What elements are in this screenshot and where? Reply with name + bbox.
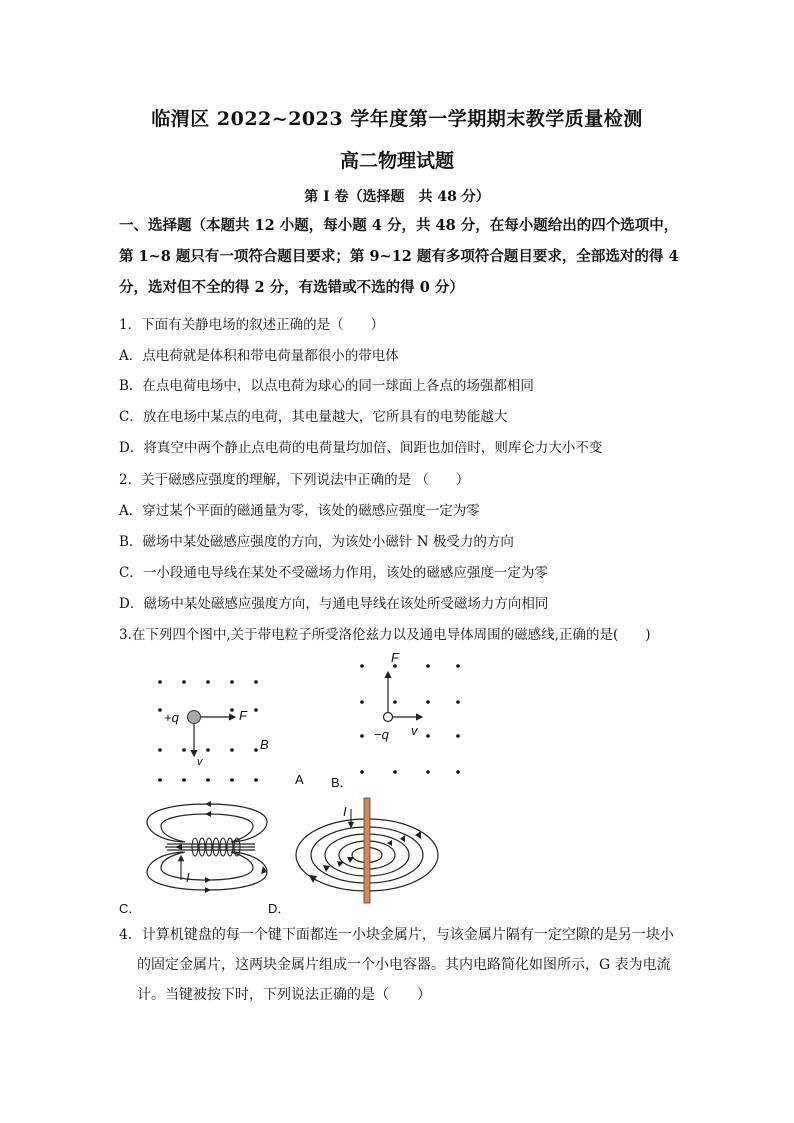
q2-option-a: A．穿过某个平面的磁通量为零，该处的磁感应强度一定为零 <box>119 503 480 519</box>
q4-stem <box>119 920 679 1010</box>
q1-option-c: C．放在电场中某点的电荷，其电量越大，它所具有的电势能越大 <box>119 409 508 425</box>
fig-a-option-letter: A <box>295 772 304 787</box>
fig-b-option-letter: B． <box>331 775 353 790</box>
field-dots <box>360 664 460 774</box>
figure-a <box>148 672 288 790</box>
q4-line-2: 的固定金属片，这两块金属片组成一个小电容器。其内电路简化如图所示，G 表为电流 <box>137 957 671 973</box>
figure-c <box>145 800 270 895</box>
particle-minus-q <box>384 713 393 722</box>
q4-line-1: 4．计算机键盘的每一个键下面都连一小块金属片，与该金属片隔有一定空隙的是另一块小 <box>119 927 674 943</box>
fig-b-force-label: F <box>391 650 399 665</box>
figure-d <box>295 795 445 905</box>
field-dots <box>158 680 258 782</box>
fig-b-velocity-label: v <box>411 723 418 738</box>
q2-option-c: C．一小段通电导线在某处不受磁场力作用，该处的磁感应强度一定为零 <box>119 565 548 581</box>
fig-b-charge-label: −q <box>374 727 389 742</box>
q2-option-d: D．磁场中某处磁感应强度方向，与通电导线在该处所受磁场力方向相同 <box>119 596 549 612</box>
q1-option-b: B．在点电荷电场中，以点电荷为球心的同一球面上各点的场强都相同 <box>119 378 534 394</box>
fig-d-option-letter: D． <box>268 901 291 916</box>
q4-line-3: 计。当键被按下时，下列说法正确的是（ ） <box>137 987 431 1003</box>
q2-stem: 2．关于磁感应强度的理解，下列说法中正确的是 （ ） <box>119 472 470 488</box>
exam-subtitle: 高二物理试题 <box>339 150 454 172</box>
fig-a-field-label: B <box>260 737 269 752</box>
figure-b <box>350 652 470 780</box>
q1-option-a: A．点电荷就是体积和带电荷量都很小的带电体 <box>119 348 399 364</box>
fig-c-option-letter: C． <box>119 901 142 916</box>
fig-a-charge-label: +q <box>164 710 179 725</box>
fig-c-current-label: I <box>186 870 190 885</box>
particle-plus-q <box>188 711 201 724</box>
fig-d-current-label: I <box>343 804 347 819</box>
current-wire <box>364 798 370 903</box>
fig-a-velocity-label: v <box>197 756 203 768</box>
fig-a-force-label: F <box>239 708 247 723</box>
q1-option-d: D．将真空中两个静止点电荷的电荷量均加倍、间距也加倍时，则库仑力大小不变 <box>119 440 603 456</box>
q1-stem: 1．下面有关静电场的叙述正确的是（ ） <box>119 317 385 333</box>
q2-option-b: B．磁场中某处磁感应强度的方向，为该处小磁针 N 极受力的方向 <box>119 534 514 550</box>
section-instructions: 一、选择题（本题共 12 小题，每小题 4 分，共 48 分，在每小题给出的四个选项中，第 1~8 题只有一项符合题目要求；第 9~12 题有多项符合题目要求，全部选对的得 4 分，选对但不全的得 2 分，有选错或不选的得 0 分） <box>119 217 679 296</box>
exam-title: 临渭区 2022~2023 学年度第一学期期末教学质量检测 <box>151 108 643 130</box>
q3-stem: 3.在下列四个图中,关于带电粒子所受洛伦兹力以及通电导体周围的磁感线,正确的是( ) <box>119 627 651 643</box>
section-heading: 第 I 卷（选择题 共 48 分） <box>304 189 490 205</box>
